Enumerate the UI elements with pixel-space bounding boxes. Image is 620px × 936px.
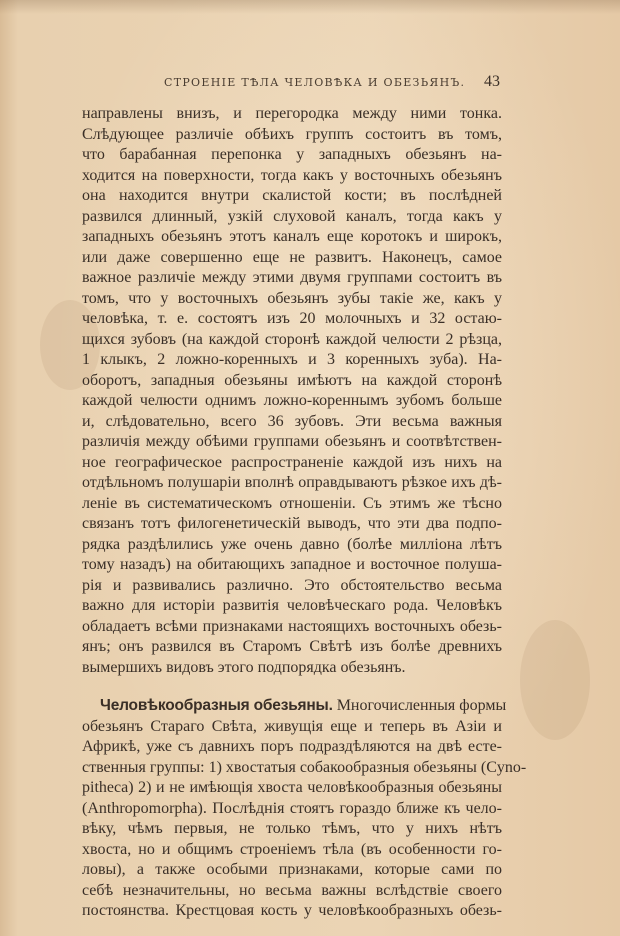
text-line: различiя между обѣими группами обезьянъ и соотвѣтствен- xyxy=(82,433,502,450)
paragraph-2 xyxy=(82,696,527,922)
text-line: оборотъ, западныя обезьяны имѣютъ на каждой сторонѣ xyxy=(82,371,502,389)
text-line: томъ, что у восточныхъ обезьянъ зубы такiе же, какъ у xyxy=(82,289,502,307)
text-line: Африкѣ, уже съ давнихъ поръ подраздѣляются на двѣ есте- xyxy=(82,738,502,755)
text-line: связанъ тотъ филогенетическiй выводъ, что эти два подпо- xyxy=(82,515,502,532)
running-head xyxy=(0,73,620,96)
body-text xyxy=(82,104,527,922)
text-line: вымершихъ видовъ этого подпорядка обезьянъ. xyxy=(82,658,406,676)
text-line: или даже совершенно еще не развитъ. Наконецъ, самое xyxy=(82,248,502,266)
section-title: Человѣкообразныя обезьяны. xyxy=(100,697,333,714)
text-line: щихся зубовъ (на каждой сторонѣ каждой челюсти 2 рѣзца, xyxy=(82,330,502,348)
text-line xyxy=(82,696,507,717)
text-line: 1 клыкъ, 2 ложно-коренныхъ и 3 коренныхъ зуба). На- xyxy=(82,351,502,368)
text-line: себѣ незначительны, но весьма важны вслѣдствiе своего xyxy=(82,881,502,899)
text-line: важно для исторiи развитiя человѣческаго рода. Человѣкъ xyxy=(82,597,502,614)
paragraph-gap xyxy=(82,678,502,696)
text-line: ленiе въ систематическомъ отношенiи. Съ этимъ же тѣсно xyxy=(82,494,502,512)
text-line: и, слѣдовательно, всего 36 зубовъ. Эти весьма важныя xyxy=(82,412,502,430)
text-line: обладаетъ всѣми признаками настоящихъ восточныхъ обезь- xyxy=(82,617,502,635)
text-line: хвоста, но и общимъ строенiемъ тѣла (въ особенности го- xyxy=(82,840,502,858)
paper-stain xyxy=(520,620,590,740)
running-title: СТРОЕНIЕ ТѢЛА ЧЕЛОВѢКА И ОБЕЗЬЯНЪ. xyxy=(164,76,466,89)
text-line: вѣку, чѣмъ первыя, не только тѣмъ, что у нихъ нѣтъ xyxy=(82,820,502,837)
text-line: отдѣльномъ полушарiи вполнѣ оправдываютъ рѣзкое ихъ дѣ- xyxy=(82,474,502,491)
text-line: каждой челюсти однимъ ложно-кореннымъ зубомъ больше xyxy=(82,392,502,409)
text-line: янъ; онъ развился въ Старомъ Свѣтѣ изъ болѣе древнихъ xyxy=(82,638,502,655)
text-line: она находится внутри скалистой кости; въ послѣдней xyxy=(82,187,502,204)
text-line: тому назадъ) на обитающихъ западное и восточное полуша- xyxy=(82,556,502,573)
text-line: рядка раздѣлились уже очень давно (болѣе миллiона лѣтъ xyxy=(82,535,502,553)
text-line: обезьянъ Стараго Свѣта, живущiя еще и теперь въ Азiи и xyxy=(82,717,502,735)
text-line-segment: Многочисленныя формы xyxy=(336,697,507,714)
text-line: направлены внизъ, и перегородка между ними тонка. xyxy=(82,105,502,122)
paragraph-1 xyxy=(82,104,502,678)
text-line: (Anthropomorpha). Послѣднiя стоятъ гораздо ближе къ чело- xyxy=(82,799,502,817)
page-top-edge-shadow xyxy=(0,0,620,14)
text-line: ходится на поверхности, тогда какъ у восточныхъ обезьянъ xyxy=(82,166,502,184)
text-line: ственныя группы: 1) хвостатыя собакообразныя обезьяны (Cyno- xyxy=(82,758,527,776)
text-line: человѣка, т. е. состоятъ изъ 20 молочныхъ и 32 остаю- xyxy=(82,310,502,327)
text-line: важное различiе между этими двумя группами состоитъ въ xyxy=(82,269,502,286)
page-number: 43 xyxy=(484,73,500,90)
text-line: западныхъ обезьянъ этотъ каналъ еще коротокъ и широкъ, xyxy=(82,228,502,245)
text-line: постоянства. Крестцовая кость у человѣкообразныхъ обезь- xyxy=(82,902,502,919)
text-line: ное географическое распространенiе каждой изъ нихъ на xyxy=(82,453,502,471)
text-line: ловы), а также особыми признаками, которые сами по xyxy=(82,861,502,878)
text-line: Слѣдующее различiе обѣихъ группъ состоитъ въ томъ, xyxy=(82,125,502,143)
text-line: pitheca) 2) и не имѣющiя хвоста человѣкообразныя обезьяны xyxy=(82,779,502,796)
text-line: развился длинный, узкiй слуховой каналъ, тогда какъ у xyxy=(82,207,502,225)
text-line: рiя и развивались различно. Это обстоятельство весьма xyxy=(82,576,502,594)
text-line: что барабанная перепонка у западныхъ обезьянъ на- xyxy=(82,146,502,163)
